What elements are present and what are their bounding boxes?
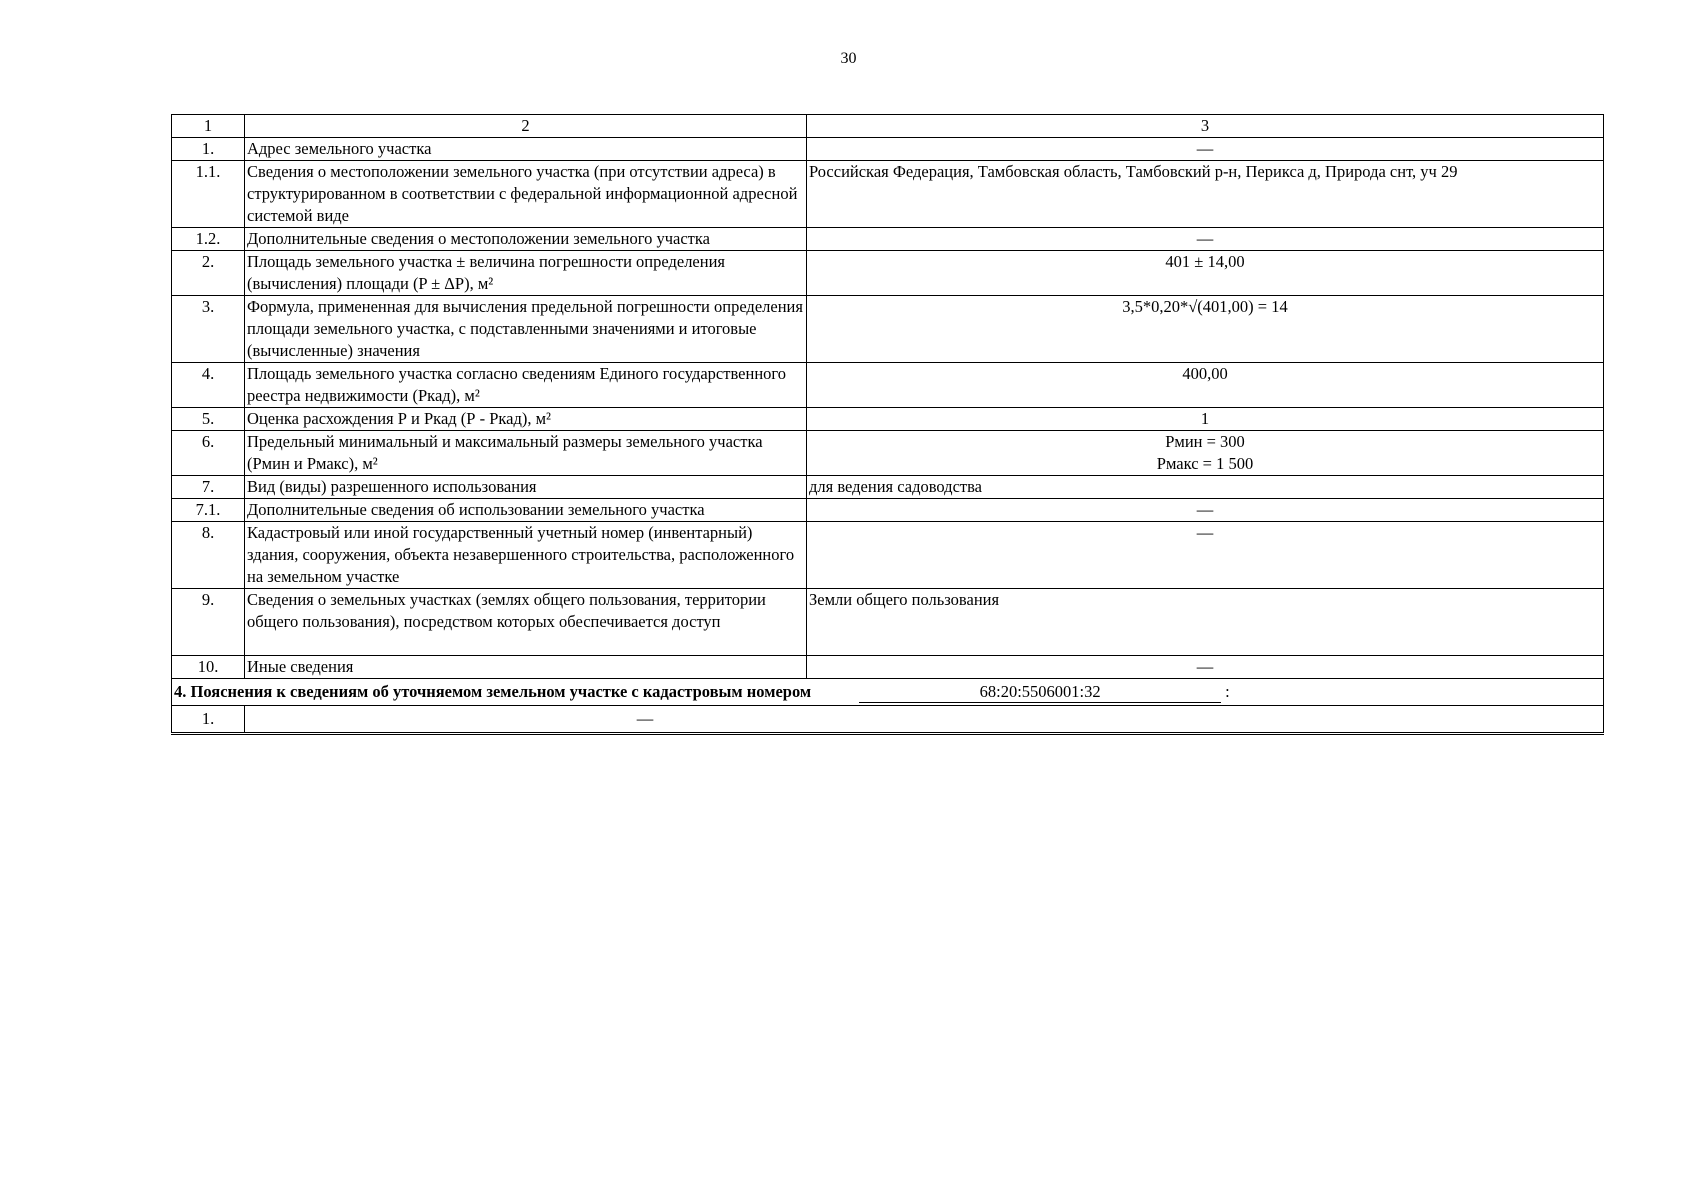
row-label: Площадь земельного участка согласно сведениям Единого государственного реестра недвижимости (Ркад), м² [245,363,807,408]
table-row [172,228,1604,251]
section-4-header-row [172,679,1604,706]
row-label: Оценка расхождения Р и Ркад (Р - Ркад), м² [245,408,807,431]
row-number: 1. [172,138,245,161]
row-number: 5. [172,408,245,431]
row-value: — [807,656,1604,679]
row-label: Дополнительные сведения об использовании земельного участка [245,499,807,522]
row-label: Иные сведения [245,656,807,679]
row-value: для ведения садоводства [807,476,1604,499]
row-label: Адрес земельного участка [245,138,807,161]
land-plot-info-table [171,114,1604,735]
row-number: 2. [172,251,245,296]
table-row [172,161,1604,228]
row-value: 1 [807,408,1604,431]
table-row [172,656,1604,679]
table-row [172,706,1604,734]
table-row [172,499,1604,522]
row-number: 1.2. [172,228,245,251]
section-4-title: 4. Пояснения к сведениям об уточняемом земельном участке с кадастровым номером [174,682,812,701]
table-row [172,138,1604,161]
table-row [172,363,1604,408]
row-value [807,431,1604,476]
row-label: Сведения о местоположении земельного участка (при отсутствии адреса) в структурированном в соответствии с федеральной информационной адресной системой виде [245,161,807,228]
page-number: 30 [840,50,857,67]
row-value: 400,00 [807,363,1604,408]
row-number: 9. [172,589,245,656]
row-value: — [245,706,1604,734]
table-row [172,589,1604,656]
row-value: Земли общего пользования [807,589,1604,656]
cadastral-number: 68:20:5506001:32 [859,682,1221,703]
row-label: Формула, примененная для вычисления предельной погрешности определения площади земельного участка, с подставленными значениями и итоговые (вычисленные) значения [245,296,807,363]
row-number: 8. [172,522,245,589]
row-value: 401 ± 14,00 [807,251,1604,296]
table-row [172,408,1604,431]
row-label: Сведения о земельных участках (землях общего пользования, территории общего пользования), посредством которых обеспечивается доступ [245,589,807,656]
section-4-colon: : [1225,682,1230,701]
row-number: 10. [172,656,245,679]
row-value: — [807,228,1604,251]
row-value: — [807,522,1604,589]
row-number: 3. [172,296,245,363]
row-label: Площадь земельного участка ± величина погрешности определения (вычисления) площади (P ± ΔP), м² [245,251,807,296]
row-number: 7. [172,476,245,499]
table-row [172,251,1604,296]
table-row [172,522,1604,589]
min-size-value: Рмин = 300 [1165,432,1245,451]
section-4-header [172,679,1604,706]
row-value: Российская Федерация, Тамбовская область, Тамбовский р-н, Перикса д, Природа снт, уч 29 [807,161,1604,228]
row-label: Кадастровый или иной государственный учетный номер (инвентарный) здания, сооружения, объекта незавершенного строительства, расположенного на земельном участке [245,522,807,589]
header-col-3: 3 [807,115,1604,138]
row-number: 4. [172,363,245,408]
row-number: 1. [172,706,245,734]
row-number: 1.1. [172,161,245,228]
row-value: — [807,499,1604,522]
row-label: Вид (виды) разрешенного использования [245,476,807,499]
table-row [172,296,1604,363]
row-number: 6. [172,431,245,476]
row-label: Дополнительные сведения о местоположении земельного участка [245,228,807,251]
table-header-row [172,115,1604,138]
header-col-2: 2 [245,115,807,138]
row-label: Предельный минимальный и максимальный размеры земельного участка (Рмин и Рмакс), м² [245,431,807,476]
table-row [172,431,1604,476]
table-row [172,476,1604,499]
row-number: 7.1. [172,499,245,522]
row-value: — [807,138,1604,161]
header-col-1: 1 [172,115,245,138]
row-value: 3,5*0,20*√(401,00) = 14 [807,296,1604,363]
max-size-value: Рмакс = 1 500 [1156,454,1254,473]
